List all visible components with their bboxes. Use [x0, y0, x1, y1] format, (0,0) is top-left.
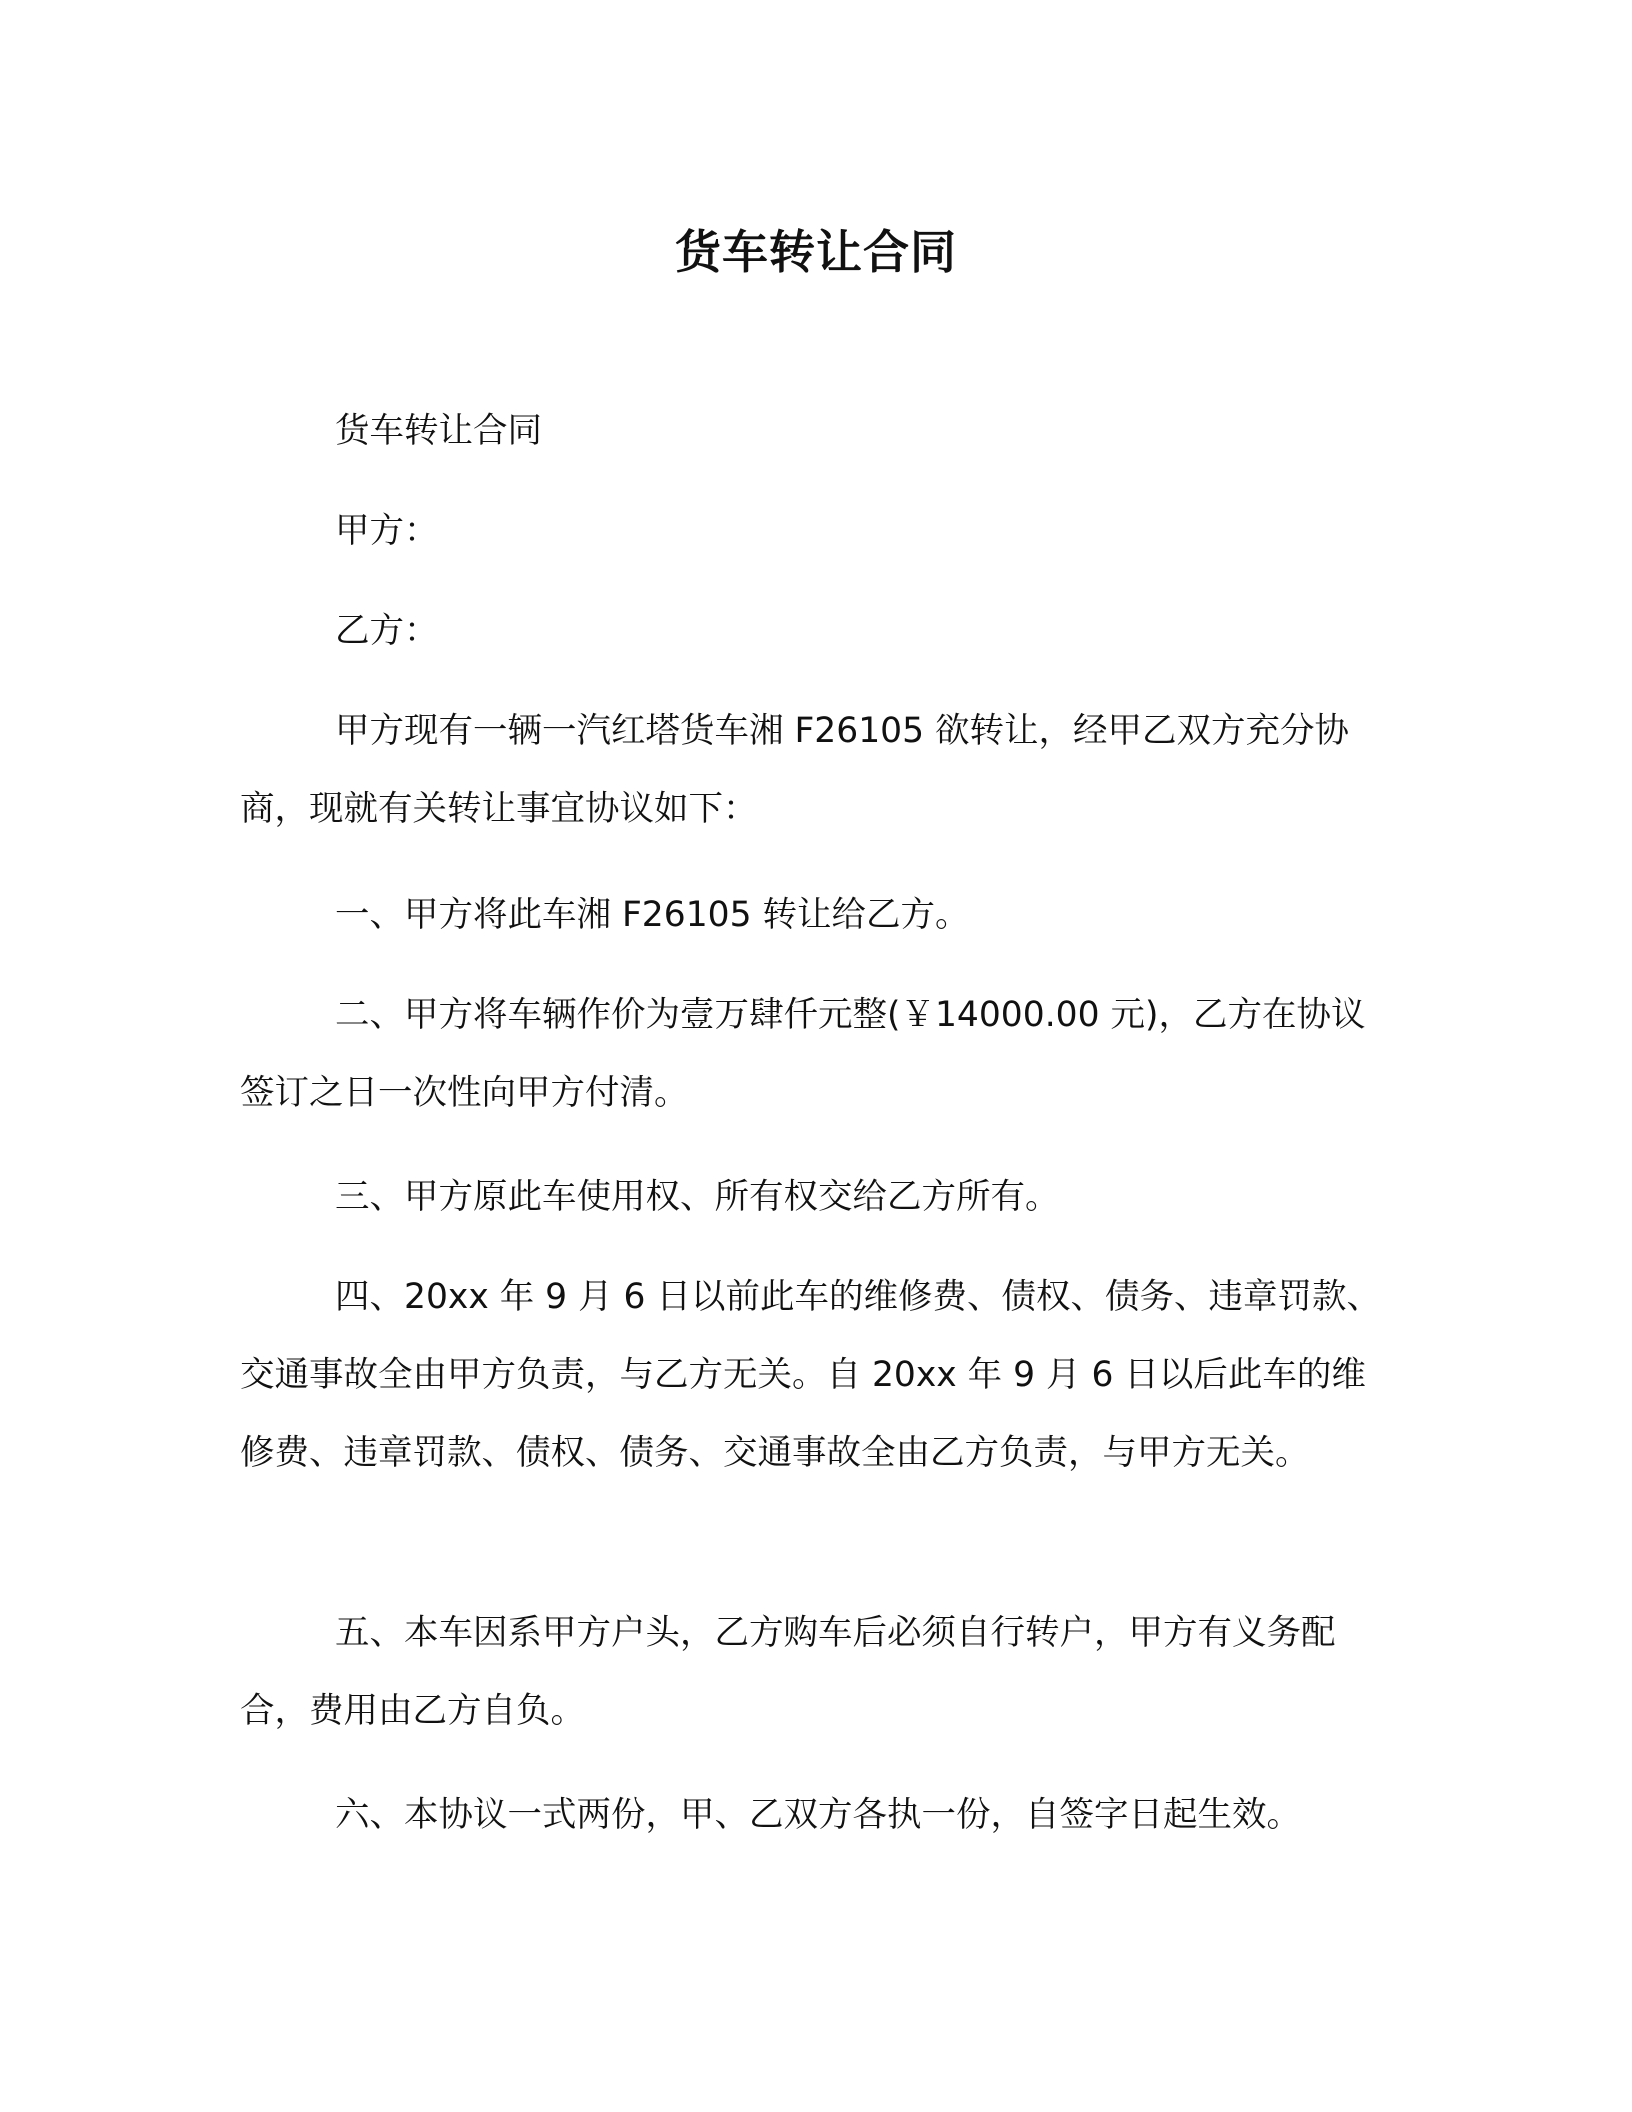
- clause-1: 一、甲方将此车湘 F26105 转让给乙方。: [335, 895, 970, 935]
- clause-6: 六、本协议一式两份，甲、乙双方各执一份，自签字日起生效。: [335, 1795, 1301, 1835]
- party-a-label: 甲方：: [335, 511, 439, 551]
- clause-5: 五、本车因系甲方户头，乙方购车后必须自行转户，甲方有义务配合，费用由乙方自负。: [240, 1613, 1336, 1731]
- document-subtitle: 货车转让合同: [335, 411, 542, 451]
- clause-4: 四、20xx 年 9 月 6 日以前此车的维修费、债权、债务、违章罚款、交通事故全由甲方负责，与乙方无关。自 20xx 年 9 月 6 日以后此车的维修费、违章罚款、债权、债务、交通事故全由乙方负责，与甲方无关。: [240, 1277, 1381, 1473]
- party-b-label: 乙方：: [335, 611, 439, 651]
- intro-paragraph: 甲方现有一辆一汽红塔货车湘 F26105 欲转让，经甲乙双方充分协商，现就有关转让事宜协议如下：: [240, 711, 1350, 829]
- document-title: 货车转让合同: [675, 225, 957, 279]
- clause-3: 三、甲方原此车使用权、所有权交给乙方所有。: [335, 1177, 1060, 1217]
- clause-2: 二、甲方将车辆作价为壹万肆仟元整(￥14000.00 元)，乙方在协议签订之日一次性向甲方付清。: [240, 995, 1366, 1113]
